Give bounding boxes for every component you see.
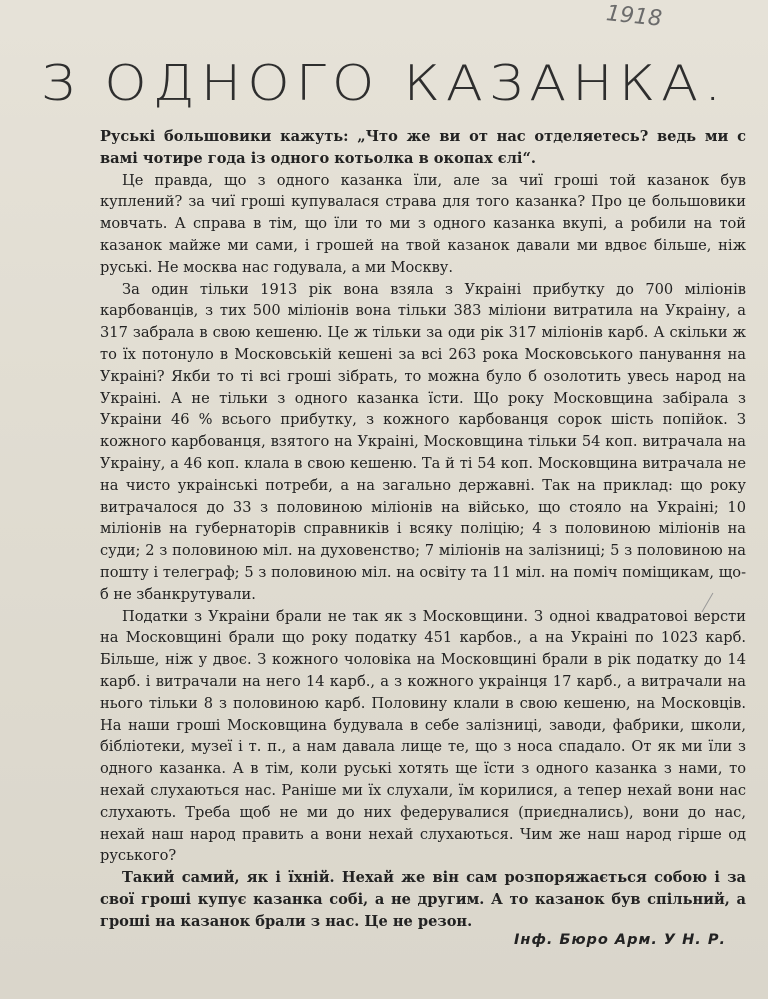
paragraph-3: За один тільки 1913 рік вона взяла з Украіні прибутку до 700 міліонів карбованців, з тих 500 міліонів вона тільки 383 міліони витратила на Украіну, а 317 забрала в свою кешеню. Це ж тільки за оди рік 317 міліонів карб. А скільки ж то їх потонуло в Московській кешені за всі 263 рока Московського панування на Украіні? Якби то ті всі гроші зібрать, то можна було б озолотить увесь народ на Украіні. А не тільки з одного казанка їсти. Що року Московщина забірала з Украіни 46 % всього прибутку, з кожного карбованця сорок шість попійок. З кожного карбованця, взятого на Украіні, Московщина тільки 54 коп. витрачала на Украіну, а 46 коп. клала в свою кешеню. Та й ті 54 коп. Московщина витрачала не на чисто украінські потреби, а на загально державні. Так на приклад: що року витрачалося до 33 з половиною міліонів на військо, що стояло на Украіні; 10 міліонів на губернаторів справників і всяку поліцію; 4 з половиною міліонів на суди; 2 з половиною міл. на духовенство; 7 міліонів на залізниці; 5 з половиною на пошту і телеграф; 5 з половиною міл. на освіту та 11 міл. на поміч поміщикам, що-б не збанкрутували. bbox=[100, 280, 746, 603]
paragraph-5: Такий самий, як і їхній. Нехай же він сам розпоряжається собою і за свої гроші купує казанка собі, а не другим. А то казанок був спільний, а гроші на казанок брали з нас. Це не резон. bbox=[100, 869, 746, 930]
body-text bbox=[100, 126, 746, 932]
signature: Інф. Бюро Арм. У Н. Р. bbox=[514, 932, 726, 948]
paragraph-4: Податки з Украіни брали не так як з Московщини. З одноі квадратовоі версти на Московщині брали що року податку 451 карбов., а на Украіні по 1023 карб. Більше, ніж у двоє. З кожного чоловіка на Московщині брали в рік податку до 14 карб. і витрачали на него 14 карб., а з кожного украінця 17 карб., а витрачали на нього тільки 8 з половиною карб. Половину клали в свою кешеню, на Московців. На наши гроші Московщина будувала в себе залізниці, заводи, фабрики, школи, бібліотеки, музеї і т. п., а нам давала лище те, що з носа спадало. От як ми їли з одного казанка. А в тім, коли руські хотять ще їсти з одного казанка з нами, то нехай слухаються нас. Раніше ми їх слухали, їм корилися, а тепер нехай вони нас слухають. Треба щоб не ми до них федерувалися (приєднались), вони до нас, нехай наш народ править а вони нехай слухаються. Чим же наш народ гірше од руського? bbox=[100, 607, 746, 865]
paragraph-2: Це правда, що з одного казанка їли, але за чиї гроші той казанок був куплений? за чиї гроші купувалася страва для того казанка? Про це большовики мовчать. А справа в тім, що їли то ми з одного казанка вкупі, а робили на той казанок майже ми сами, і грошей на твой казанок давали ми вдвоє більше, ніж руські. Не москва нас годувала, а ми Москву. bbox=[100, 171, 746, 276]
paragraph-1: Руські большовики кажуть: „Что же ви от нас отделяетесь? ведь ми с вамі чотире года із одного котьолка в окопах єлі“. bbox=[100, 128, 746, 167]
handwritten-year: 1918 bbox=[604, 1, 664, 32]
page-title: З ОДНОГО КАЗАНКА. bbox=[40, 55, 728, 112]
